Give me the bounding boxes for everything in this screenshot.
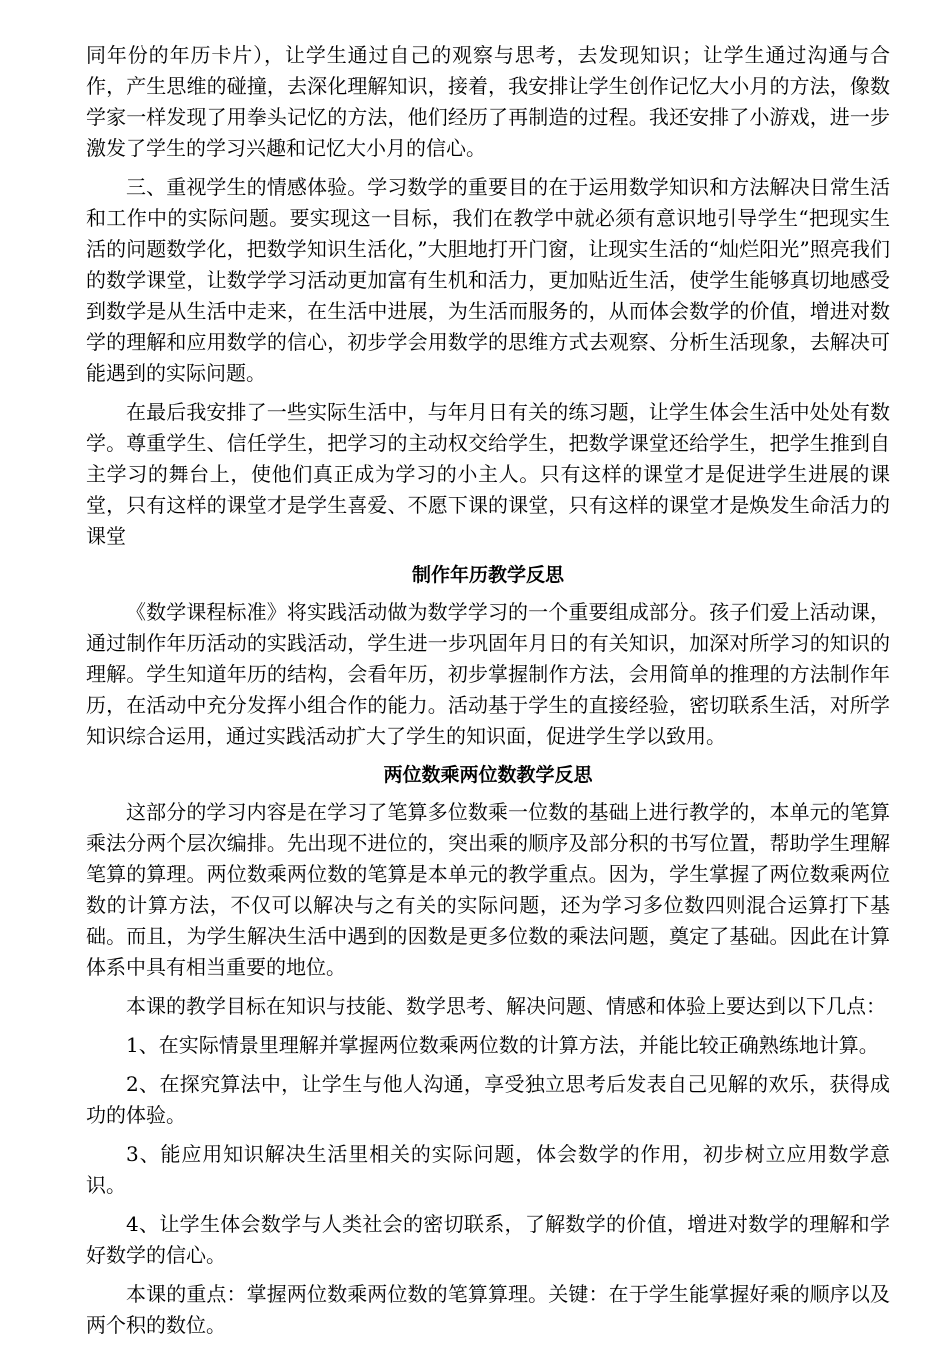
paragraph-final-practice: 在最后我安排了一些实际生活中，与年月日有关的练习题，让学生体会生活中处处有数学。尊重学生、信任学生，把学习的主动权交给学生，把数学课堂还给学生，把学生推到自主学习的舞台上，使他们真正成为学习的小主人。只有这样的课堂才是促进学生进展的课堂，只有这样的课堂才是学生喜爱、不愿下课的课堂，只有这样的课堂才是焕发生命活力的课堂 (86, 400, 890, 548)
list-item-goal-1: 1、在实际情景里理解并掌握两位数乘两位数的计算方法，并能比较正确熟练地计算。 (126, 1033, 879, 1057)
list-item-goal-2: 2、在探究算法中，让学生与他人沟通，享受独立思考后发表自己见解的欢乐，获得成功的体验。 (86, 1072, 890, 1127)
document-page (86, 40, 890, 1349)
list-item-goal-3: 3、能应用知识解决生活里相关的实际问题，体会数学的作用，初步树立应用数学意识。 (86, 1142, 890, 1197)
paragraph-emotional-experience: 三、重视学生的情感体验。学习数学的重要目的在于运用数学知识和方法解决日常生活和工作中的实际问题。要实现这一目标，我们在教学中就必须有意识地引导学生“把现实生活的问题数学化，把数学知识生活化，”大胆地打开门窗，让现实生活的“灿烂阳光”照亮我们的数学课堂，让数学学习活动更加富有生机和活力，更加贴近生活，使学生能够真切地感受到数学是从生活中走来，在生活中进展，为生活而服务的，从而体会数学的价值，增进对数学的理解和应用数学的信心，初步学会用数学的思维方式去观察、分析生活现象，去解决可能遇到的实际问题。 (86, 175, 890, 385)
section-title-multiplication-reflection: 两位数乘两位数教学反思 (383, 764, 593, 786)
paragraph-multiplication-intro: 这部分的学习内容是在学习了笔算多位数乘一位数的基础上进行教学的，本单元的笔算乘法分两个层次编排。先出现不进位的，突出乘的顺序及部分积的书写位置，帮助学生理解笔算的算理。两位数乘两位数的笔算是本单元的教学重点。因为，学生掌握了两位数乘两位数的计算方法，不仅可以解决与之有关的实际问题，还为学习多位数四则混合运算打下基础。而且，为学生解决生活中遇到的因数是更多位数的乘法问题，奠定了基础。因此在计算体系中具有相当重要的地位。 (86, 800, 890, 979)
paragraph-key-points: 本课的重点：掌握两位数乘两位数的笔算算理。关键：在于学生能掌握好乘的顺序以及两个积的数位。 (86, 1282, 890, 1337)
list-item-goal-4: 4、让学生体会数学与人类社会的密切联系，了解数学的价值，增进对数学的理解和学好数学的信心。 (86, 1212, 890, 1267)
paragraph-continuation: 同年份的年历卡片），让学生通过自己的观察与思考，去发现知识；让学生通过沟通与合作，产生思维的碰撞，去深化理解知识，接着，我安排让学生创作记忆大小月的方法，像数学家一样发现了用拳头记忆的方法，他们经历了再制造的过程。我还安排了小游戏，进一步激发了学生的学习兴趣和记忆大小月的信心。 (86, 43, 890, 160)
section-title-calendar-reflection: 制作年历教学反思 (411, 564, 564, 586)
paragraph-calendar-reflection: 《数学课程标准》将实践活动做为数学学习的一个重要组成部分。孩子们爱上活动课，通过制作年历活动的实践活动，学生进一步巩固年月日的有关知识，加深对所学习的知识的理解。学生知道年历的结构，会看年历，初步掌握制作方法，会用简单的推理的方法制作年历，在活动中充分发挥小组合作的能力。活动基于学生的直接经验，密切联系生活，对所学知识综合运用，通过实践活动扩大了学生的知识面，促进学生学以致用。 (86, 600, 890, 748)
paragraph-teaching-goals: 本课的教学目标在知识与技能、数学思考、解决问题、情感和体验上要达到以下几点： (126, 994, 886, 1018)
